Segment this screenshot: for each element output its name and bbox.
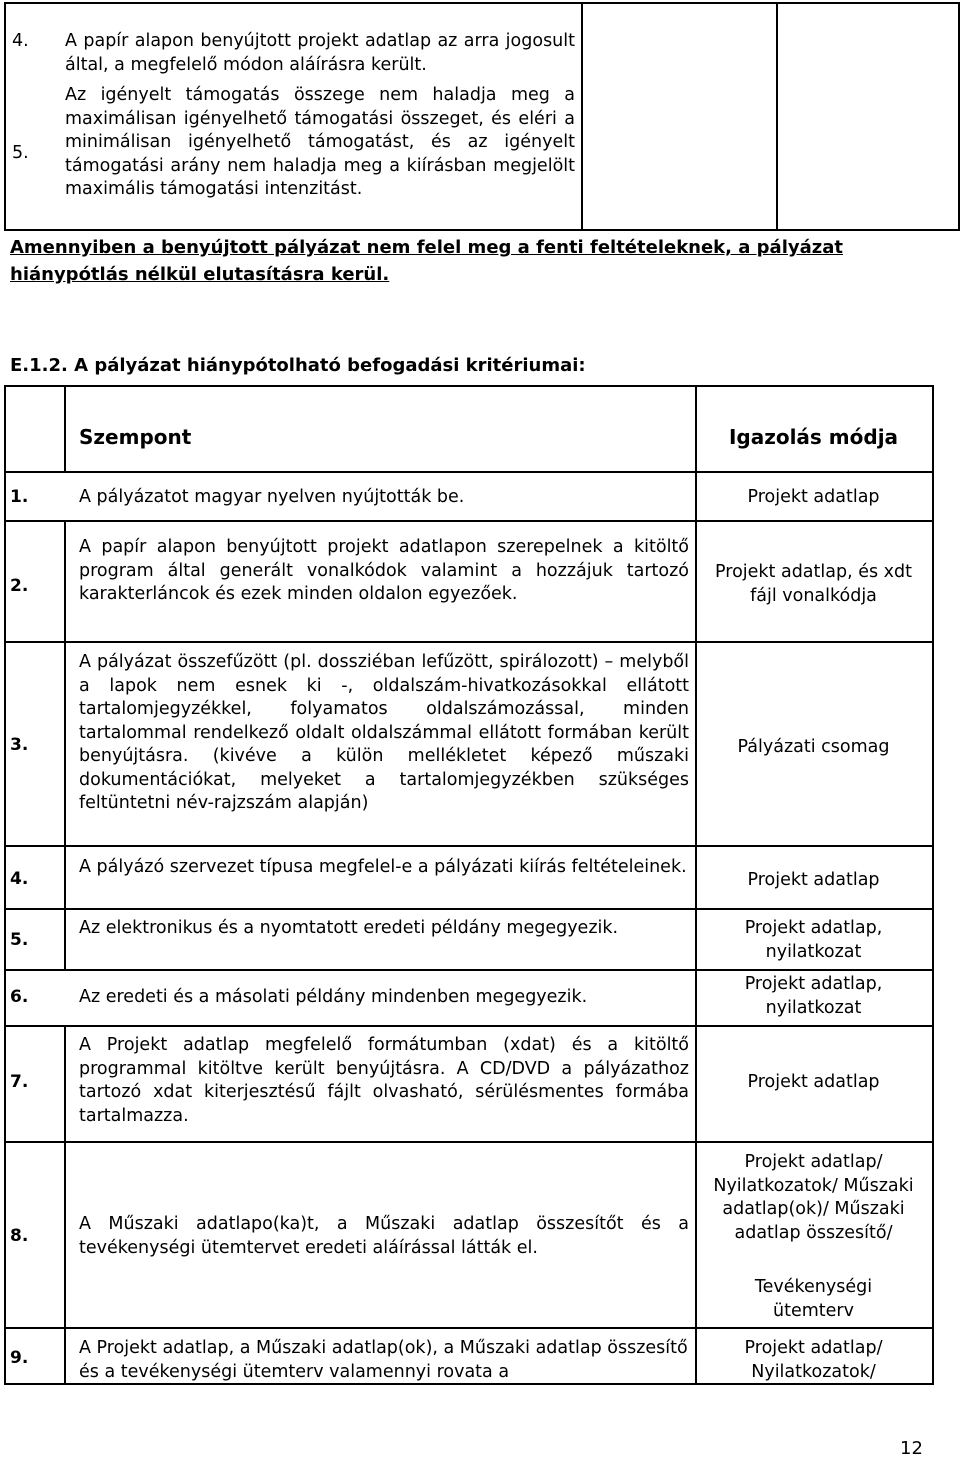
column-header-criterion: Szempont (79, 425, 192, 449)
row-7-text: A Projekt adatlap megfelelő formátumban (xdat) és a kitöltő programmal kitöltve került benyújtásra. A CD/DVD a pályázathoz tartozó xdat kiterjesztésű fájlt olvasható, sérülésmentes formába tartalmazza. (79, 1035, 689, 1126)
row-7-proof: Projekt adatlap (747, 1072, 880, 1092)
row-1-proof: Projekt adatlap (747, 487, 880, 507)
row-9-text: A Projekt adatlap, a Műszaki adatlap(ok), a Műszaki adatlap összesítő és a tevékenységi ütemterv valamennyi rovata a (79, 1338, 688, 1382)
row-1-text: A pályázatot magyar nyelven nyújtották be. (79, 487, 465, 507)
row-3-text: A pályázat összefűzött (pl. dossziéban lefűzött, spirálozott) – melyből a lapok nem esnek ki -, oldalszám-hivatkozásokkal ellátott tartalomjegyzékkel, folyamatos oldalszámozással, minden tartalommal rendelkező oldalt oldalszámmal ellátott formában került benyújtásra. (kivéve a külön mellékletet képező műszaki dokumentációkat, melyeket a tartalomjegyzékben szükséges feltüntetni név-rajzszám alapján) (79, 652, 689, 813)
section-heading: E.1.2. A pályázat hiánypótolható befogadási kritériumai: (10, 355, 586, 376)
row-9-proof: Projekt adatlap/ Nyilatkozatok/ (744, 1338, 883, 1382)
row-3-proof: Pályázati csomag (737, 737, 890, 757)
top-row-4-number: 4. (12, 31, 29, 51)
column-header-proof: Igazolás módja (728, 425, 899, 449)
row-9-number: 9. (10, 1348, 29, 1368)
row-8-proof: Projekt adatlap/ Nyilatkozatok/ Műszaki adatlap(ok)/ Műszaki adatlap összesítő/ (713, 1152, 914, 1243)
row-5-number: 5. (10, 930, 29, 950)
row-4-proof: Projekt adatlap (747, 870, 880, 890)
row-2-text: A papír alapon benyújtott projekt adatlapon szerepelnek a kitöltő program által generált vonalkódok valamint a hozzájuk tartozó karakterláncok és ezek minden oldalon egyezőek. (79, 537, 689, 604)
row-6-number: 6. (10, 987, 29, 1007)
row-5-proof: Projekt adatlap, nyilatkozat (744, 918, 883, 962)
page-number: 12 (900, 1438, 923, 1459)
row-6-text: Az eredeti és a másolati példány mindenben megegyezik. (79, 987, 588, 1007)
top-row-4-text: A papír alapon benyújtott projekt adatlap az arra jogosult által, a megfelelő módon aláírásra került. (65, 31, 575, 75)
row-2-number: 2. (10, 576, 29, 596)
row-7-number: 7. (10, 1072, 29, 1092)
row-3-number: 3. (10, 735, 29, 755)
row-8-text: A Műszaki adatlapo(ka)t, a Műszaki adatlap összesítőt és a tevékenységi ütemtervet eredeti aláírással látták el. (79, 1214, 689, 1258)
top-row-5-text: Az igényelt támogatás összege nem haladja meg a maximálisan igényelhető támogatási összeget, és eléri a minimálisan igényelhető támogatást, és az igényelt támogatási arány nem haladja meg a kiírásban megjelölt maximális támogatási intenzitást. (65, 85, 575, 199)
row-5-text: Az elektronikus és a nyomtatott eredeti példány megegyezik. (79, 918, 619, 938)
rejection-warning: Amennyiben a benyújtott pályázat nem felel meg a fenti feltételeknek, a pályázat hiánypótlás nélkül elutasításra kerül. (10, 237, 843, 285)
row-8-proof-extra: Tevékenységi ütemterv (754, 1277, 873, 1321)
row-6-proof: Projekt adatlap, nyilatkozat (744, 974, 883, 1018)
row-2-proof: Projekt adatlap, és xdt fájl vonalkódja (715, 562, 912, 606)
row-1-number: 1. (10, 487, 29, 507)
row-4-text: A pályázó szervezet típusa megfelel-e a pályázati kiírás feltételeinek. (79, 857, 687, 877)
row-4-number: 4. (10, 869, 29, 889)
row-8-number: 8. (10, 1226, 29, 1246)
top-row-5-number: 5. (12, 143, 29, 163)
